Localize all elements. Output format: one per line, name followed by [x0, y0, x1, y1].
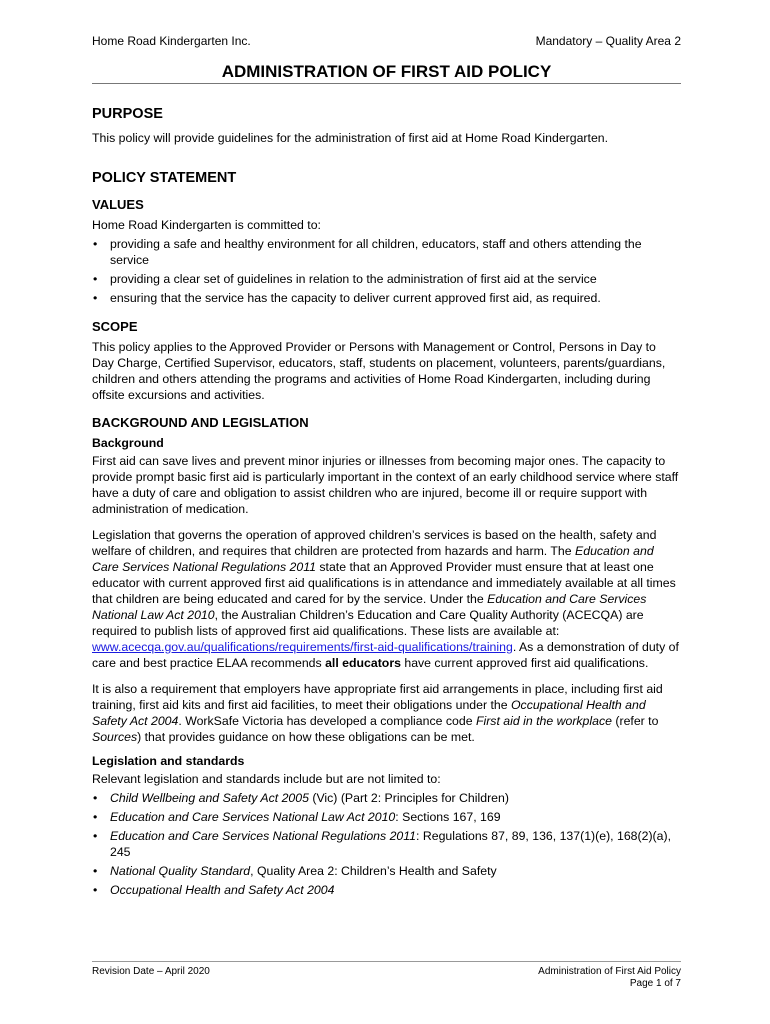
legislation-subheading: Legislation and standards	[92, 754, 245, 768]
text-span: have current approved first aid qualifications.	[400, 656, 649, 670]
page-number: Page 1 of 7	[629, 978, 681, 989]
legislation-list	[92, 790, 681, 898]
emphasis-text: all educators	[325, 656, 401, 670]
revision-date: Revision Date – April 2020	[92, 966, 210, 977]
compliance-code-title: First aid in the workplace	[475, 714, 612, 728]
text-span: . As a demonstration of duty of care and best practice ELAA recommends	[92, 640, 679, 670]
list-item: • ensuring that the service has the capacity to deliver current approved first aid, as required.	[92, 290, 681, 306]
text-span: It is also a requirement that employers have appropriate first aid arrangements in place, including first aid training, first aid kits and first aid facilities, to meet their obligations under the	[92, 682, 663, 712]
legislation-title: Occupational Health and Safety Act 2004	[110, 883, 335, 897]
values-intro: Home Road Kindergarten is committed to:	[92, 218, 321, 232]
purpose-heading: PURPOSE	[92, 106, 163, 122]
document-body	[92, 104, 681, 898]
values-heading: VALUES	[92, 197, 144, 212]
legislation-intro: Relevant legislation and standards include but are not limited to:	[92, 772, 441, 786]
legislation-detail: : Regulations 87, 89, 136, 137(1)(e), 168(2)(a), 245	[110, 829, 671, 859]
legislation-title: Child Wellbeing and Safety Act 2005	[110, 791, 309, 805]
header-category: Mandatory – Quality Area 2	[535, 34, 681, 48]
footer-right	[538, 966, 681, 990]
legislation-detail: , Quality Area 2: Children’s Health and Safety	[250, 864, 497, 878]
page-header	[92, 34, 681, 48]
sources-reference: Sources	[92, 730, 138, 744]
list-item	[92, 863, 681, 879]
text-span: Legislation that governs the operation of approved children’s services is based on the health, safety and welfare of children, and requires that children are protected from hazards and harm. The	[92, 528, 657, 558]
text-span: (refer to	[611, 714, 659, 728]
text-span: , the Australian Children’s Education and Care Quality Authority (ACECQA) are required to publish lists of approved first aid qualifications. These lists are available at:	[92, 608, 644, 638]
background-legislation-heading: BACKGROUND AND LEGISLATION	[92, 415, 309, 430]
footer-divider	[92, 961, 681, 962]
legislation-detail: (Vic) (Part 2: Principles for Children)	[308, 791, 509, 805]
law-title: Education and Care Services National Law Act 2010	[92, 592, 647, 622]
document-title: ADMINISTRATION OF FIRST AID POLICY	[221, 62, 552, 81]
list-item	[92, 828, 681, 860]
page-footer	[92, 966, 681, 989]
acecqa-link[interactable]: www.acecqa.gov.au/qualifications/requirements/first-aid-qualifications/training	[92, 640, 513, 654]
text-span: ) that provides guidance on how these obligations can be met.	[137, 730, 475, 744]
background-paragraph-2	[92, 527, 681, 671]
background-paragraph-1: First aid can save lives and prevent minor injuries or illnesses from becoming major ones. The capacity to provide prompt basic first aid is particularly important in the context of an early childhood service where staff have a duty of care and obligation to assist children who are injured, become ill or require support with administration of medication.	[92, 454, 679, 516]
legislation-title: Education and Care Services National Law Act 2010	[110, 810, 396, 824]
background-subheading: Background	[92, 436, 164, 450]
legislation-detail: : Sections 167, 169	[395, 810, 501, 824]
title-divider	[92, 83, 681, 84]
text-span: state that an Approved Provider must ensure that at least one educator with current approved first aid qualifications is in attendance and immediately available at all times that children are being educated and cared for by the service. Under the	[92, 560, 676, 606]
values-list	[92, 236, 681, 306]
list-item	[92, 809, 681, 825]
scope-text: This policy applies to the Approved Provider or Persons with Management or Control, Persons in Day to Day Charge, Certified Supervisor, educators, staff, students on placement, volunteers, parents/guardians, children and others attending the programs and activities of Home Road Kindergarten, including during offsite excursions and activities.	[92, 340, 666, 402]
footer-doc-title: Administration of First Aid Policy	[538, 966, 681, 977]
list-item: • providing a safe and healthy environment for all children, educators, staff and others attending the service	[92, 236, 681, 268]
list-item: • providing a clear set of guidelines in relation to the administration of first aid at the service	[92, 271, 681, 287]
policy-statement-heading: POLICY STATEMENT	[92, 170, 237, 186]
purpose-text: This policy will provide guidelines for the administration of first aid at Home Road Kindergarten.	[92, 131, 609, 145]
legislation-title: National Quality Standard	[110, 864, 251, 878]
header-org: Home Road Kindergarten Inc.	[92, 34, 251, 48]
background-paragraph-3	[92, 681, 681, 745]
ohs-act-title: Occupational Health and Safety Act 2004	[92, 698, 646, 728]
scope-heading: SCOPE	[92, 319, 138, 334]
legislation-title: Education and Care Services National Regulations 2011	[110, 829, 417, 843]
text-span: . WorkSafe Victoria has developed a compliance code	[178, 714, 476, 728]
list-item	[92, 790, 681, 806]
regulation-title: Education and Care Services National Regulations 2011	[92, 544, 654, 574]
list-item	[92, 882, 681, 898]
